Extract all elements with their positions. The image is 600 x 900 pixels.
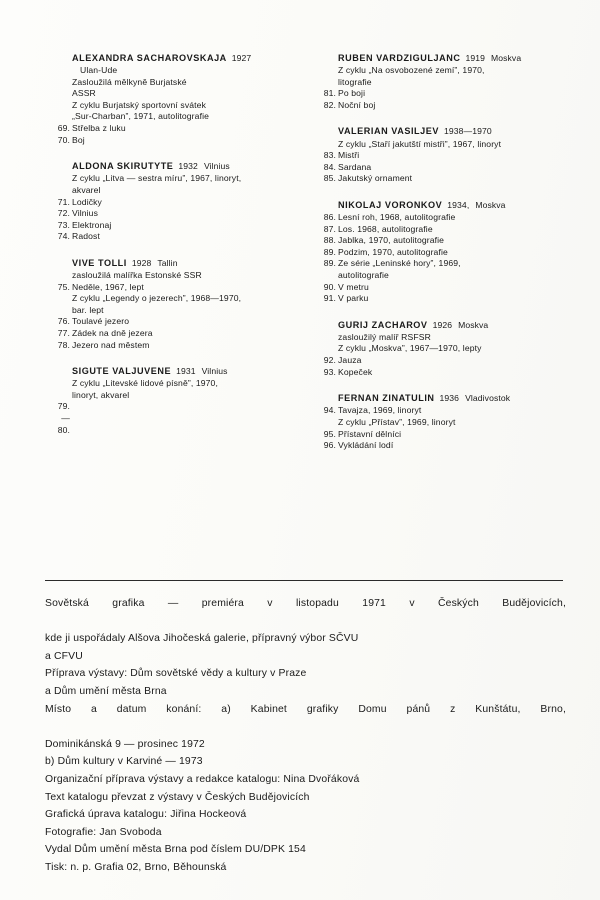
- item-number: 79.—80.: [57, 401, 70, 435]
- item-title: Vykládání lodí: [338, 440, 394, 451]
- colophon-line: a CFVU: [45, 650, 83, 662]
- artist-block: [322, 125, 584, 184]
- artist-name: ALDONA SKIRUTYTE 1932 Vilnius: [72, 161, 230, 172]
- item-title: Mistři: [338, 150, 360, 161]
- item-title: Toulavé jezero: [72, 316, 130, 327]
- item-number: 91.: [323, 293, 336, 304]
- item-number: 77.: [57, 327, 70, 338]
- item-number: 88.: [323, 235, 336, 246]
- catalog-item: [322, 355, 584, 367]
- artist-note: zasloužilý malíř RSFSR: [338, 331, 431, 342]
- artist-name: SIGUTE VALJUVENE 1931 Vilnius: [72, 366, 228, 377]
- item-number: 81.: [323, 88, 336, 99]
- item-number: 73.: [57, 219, 70, 230]
- catalog-item: [322, 258, 584, 281]
- catalog-item: [56, 401, 318, 435]
- artist-block: [56, 365, 318, 435]
- series-line: Z cyklu „Moskva”, 1967—1970, lepty: [338, 343, 482, 354]
- artist-block: [322, 199, 584, 305]
- item-title: Jezero nad městem: [72, 339, 150, 350]
- item-title: V metru: [338, 281, 369, 292]
- artist-city: Vladivostok: [465, 393, 511, 404]
- artist-block: [322, 392, 584, 451]
- artist-year: 1926 Moskva: [432, 319, 489, 330]
- catalog-item: [56, 123, 318, 135]
- item-title: Lesní roh, 1968, autolitografie: [338, 212, 456, 223]
- catalog-item: [56, 282, 318, 317]
- item-title: Po boji: [338, 88, 366, 99]
- item-number: 78.: [57, 339, 70, 350]
- catalog-column-right: [322, 52, 584, 452]
- catalog-item: [322, 367, 584, 379]
- item-number: 92.: [323, 355, 336, 366]
- item-number: 96.: [323, 440, 336, 451]
- item-number: 86.: [323, 212, 336, 223]
- item-title: Vilnius: [72, 208, 99, 219]
- series-line: Z cyklu „Litva — sestra míru”, 1967, linoryt,: [72, 173, 242, 184]
- item-title: Přístavní dělníci: [338, 428, 402, 439]
- item-number: 89.: [323, 258, 336, 269]
- item-number: 75.: [57, 281, 70, 292]
- artist-city: Vilnius: [201, 366, 228, 377]
- artist-city: Moskva: [475, 199, 506, 210]
- catalog-item: [322, 150, 584, 162]
- artist-city: Vilnius: [203, 161, 230, 172]
- colophon-line: Místo a datum konání: a) Kabinet grafiky Domu pánů z Kunštátu, Brno,: [45, 703, 566, 715]
- colophon-line: a Dům umění města Brna: [45, 685, 167, 697]
- item-continuation: bar. lept: [72, 304, 104, 315]
- item-title: Jablka, 1970, autolitografie: [338, 235, 445, 246]
- item-number: 90.: [323, 281, 336, 292]
- catalog-item: [56, 231, 318, 243]
- item-title: Střelba z luku: [72, 123, 126, 134]
- artist-year: 1932 Vilnius: [178, 161, 230, 172]
- artist-year: 1931 Vilnius: [176, 366, 228, 377]
- colophon-line: Tisk: n. p. Grafia 02, Brno, Běhounská: [45, 861, 227, 873]
- colophon-line: Vydal Dům umění města Brna pod číslem DU/DPK 154: [45, 844, 306, 856]
- item-number: 82.: [323, 99, 336, 110]
- colophon: [45, 595, 566, 877]
- item-number: 76.: [57, 316, 70, 327]
- item-title: Los. 1968, autolitografie: [338, 223, 433, 234]
- item-number: 70.: [57, 134, 70, 145]
- series-line: litografie: [338, 76, 372, 87]
- colophon-line: Fotografie: Jan Svoboda: [45, 826, 162, 838]
- section-divider: [45, 580, 563, 581]
- catalog-item: [322, 440, 584, 452]
- catalog-item: [56, 220, 318, 232]
- colophon-line: Text katalogu převzat z výstavy v Českých Budějovicích: [45, 791, 310, 803]
- artist-name: FERNAN ZINATULIN 1936 Vladivostok: [338, 393, 511, 404]
- catalog-item: [322, 212, 584, 224]
- catalog-item: [322, 235, 584, 247]
- artist-note: Ulan-Ude: [80, 65, 118, 76]
- item-number: 89.: [323, 246, 336, 257]
- artist-name: ALEXANDRA SACHAROVSKAJA 1927: [72, 53, 252, 63]
- item-title: Kopeček: [338, 366, 373, 377]
- catalog-item: [56, 135, 318, 147]
- item-continuation: Z cyklu „Přístav”, 1969, linoryt: [338, 416, 456, 427]
- series-line: Z cyklu Burjatský sportovní svátek: [72, 99, 206, 110]
- catalog-item: [322, 405, 584, 428]
- catalog-column-left: [56, 52, 318, 452]
- catalog-item: [322, 282, 584, 294]
- catalog-item: [56, 340, 318, 352]
- artist-name: RUBEN VARDZIGULJANC 1919 Moskva: [338, 53, 522, 63]
- artist-block: [322, 52, 584, 111]
- catalog-item: [322, 429, 584, 441]
- item-number: 84.: [323, 161, 336, 172]
- artist-year: 1938—1970: [443, 126, 492, 137]
- item-title: Noční boj: [338, 99, 376, 110]
- item-title: Podzim, 1970, autolitografie: [338, 246, 448, 257]
- artist-note: ASSR: [72, 88, 96, 99]
- colophon-line: Grafická úprava katalogu: Jiřina Hockeová: [45, 809, 247, 821]
- catalog-item: [322, 88, 584, 100]
- item-number: 93.: [323, 366, 336, 377]
- artist-block: [56, 52, 318, 146]
- colophon-line: b) Dům kultury v Karviné — 1973: [45, 756, 203, 768]
- artist-city: Moskva: [490, 53, 522, 63]
- artist-name: NIKOLAJ VORONKOV 1934, Moskva: [338, 199, 506, 210]
- item-number: 94.: [323, 405, 336, 416]
- item-title: Neděle, 1967, lept: [72, 281, 144, 292]
- catalog-item: [322, 100, 584, 112]
- catalog-item: [322, 162, 584, 174]
- series-line: Z cyklu „Staří jakutští mistři”, 1967, linoryt: [338, 138, 502, 149]
- artist-city: Moskva: [458, 319, 489, 330]
- item-title: Lodičky: [72, 196, 102, 207]
- artist-block: [56, 257, 318, 351]
- series-line: „Sur-Charban”, 1971, autolitografie: [72, 111, 210, 122]
- artist-name: VALERIAN VASILJEV 1938—1970: [338, 126, 492, 137]
- series-line: Z cyklu „Na osvobozené zemí”, 1970,: [338, 65, 485, 76]
- catalog-item: [322, 224, 584, 236]
- artist-year: 1919 Moskva: [465, 53, 522, 63]
- colophon-line: Dominikánská 9 — prosinec 1972: [45, 738, 205, 750]
- artist-name: GURIJ ZACHAROV 1926 Moskva: [338, 319, 489, 330]
- catalog-item: [56, 316, 318, 328]
- item-number: 85.: [323, 173, 336, 184]
- item-continuation: autolitografie: [338, 270, 389, 280]
- artist-year: 1928 Tallin: [131, 257, 178, 268]
- series-line: akvarel: [72, 184, 101, 195]
- artist-note: zasloužilá malířka Estonské SSR: [72, 270, 202, 280]
- artist-block: [322, 319, 584, 378]
- artist-block: [56, 160, 318, 243]
- item-title: Radost: [72, 231, 100, 242]
- artist-year: 1927: [231, 53, 252, 63]
- item-title: Tavajza, 1969, linoryt: [338, 405, 422, 416]
- item-title: Boj: [72, 134, 85, 145]
- item-number: 71.: [57, 196, 70, 207]
- item-title: Jauza: [338, 355, 362, 366]
- catalog-listing: [0, 52, 600, 452]
- item-title: Elektronaj: [72, 219, 112, 230]
- item-number: 74.: [57, 231, 70, 242]
- catalog-item: [322, 247, 584, 259]
- catalog-item: [56, 197, 318, 209]
- item-number: 69.: [57, 123, 70, 134]
- series-line: linoryt, akvarel: [72, 389, 130, 400]
- item-title: Jakutský ornament: [338, 173, 413, 184]
- item-number: 87.: [323, 223, 336, 234]
- catalog-item: [56, 328, 318, 340]
- item-number: 83.: [323, 150, 336, 161]
- colophon-line: Příprava výstavy: Dům sovětské vědy a kultury v Praze: [45, 668, 307, 680]
- catalog-item: [56, 208, 318, 220]
- artist-name: VIVE TOLLI 1928 Tallin: [72, 257, 178, 268]
- item-title: [72, 401, 318, 413]
- artist-year: 1936 Vladivostok: [439, 393, 511, 404]
- series-line: Z cyklu „Litevské lidové písně”, 1970,: [72, 378, 218, 389]
- item-title: V parku: [338, 293, 369, 304]
- item-continuation: Z cyklu „Legendy o jezerech”, 1968—1970,: [72, 293, 242, 304]
- item-number: 95.: [323, 428, 336, 439]
- colophon-line: Sovětská grafika — premiéra v listopadu 1971 v Českých Budějovicích,: [45, 598, 566, 609]
- artist-note: Zasloužilá mělkyně Burjatské: [72, 76, 187, 87]
- artist-city: Tallin: [157, 257, 178, 268]
- colophon-line: kde ji uspořádaly Alšova Jihočeská galerie, přípravný výbor SČVU: [45, 633, 359, 645]
- item-title: Sardana: [338, 161, 372, 172]
- catalog-item: [322, 293, 584, 305]
- item-number: 72.: [57, 208, 70, 219]
- catalog-item: [322, 173, 584, 185]
- artist-year: 1934, Moskva: [447, 199, 506, 210]
- colophon-line: Organizační příprava výstavy a redakce katalogu: Nina Dvořáková: [45, 773, 360, 785]
- item-title: Ze série „Leninské hory”, 1969,: [338, 258, 461, 269]
- item-title: Zádek na dně jezera: [72, 327, 153, 338]
